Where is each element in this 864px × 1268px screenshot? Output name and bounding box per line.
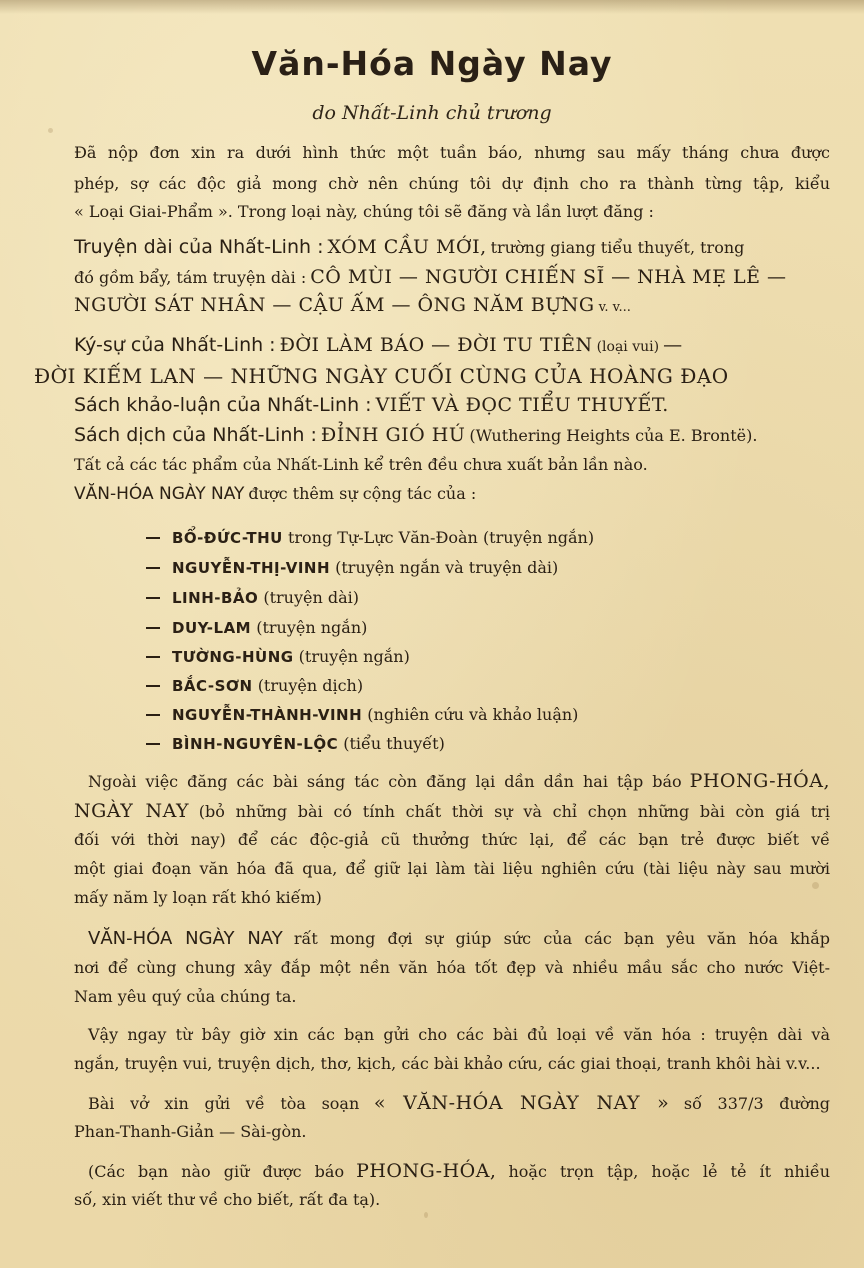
contributor-name: BỔ-ĐỨC-THU [172,529,283,547]
unpublished-note: Tất cả các tác phẩm của Nhất-Linh kể trên đều chưa xuất bản lần nào. [74,455,648,474]
collab-intro [74,486,476,503]
intro-line: phép, sợ các độc giả mong chờ nên chúng tôi dự định cho ra thành từng tập, kiểu [74,174,830,193]
contributor-item [146,707,578,723]
reportage-line-2: ĐỜI KIẾM LAN — NHỮNG NGÀY CUỐI CÙNG CỦA HOÀNG ĐẠO [34,364,729,388]
paper-spot [424,1212,428,1218]
dash-mark [146,656,160,658]
essay-line [74,396,669,415]
contributor-name: LINH-BẢO [172,589,259,607]
collab-text: được thêm sự cộng tác của : [248,484,477,503]
translation-line [74,426,757,445]
request-text: hoặc trọn tập, hoặc lẻ tẻ ít nhiều [508,1162,830,1181]
reprint-line [88,772,830,791]
contributor-note: (truyện ngắn và truyện dài) [335,558,559,577]
novels-line-1 [74,238,744,257]
address-number: số 337/3 đường [683,1094,831,1113]
reportage-lead: Ký-sự của Nhất-Linh : [74,334,276,356]
reportage-note: (loại vui) [596,339,660,355]
contributor-name: BÌNH-NGUYÊN-LỘC [172,735,339,753]
dash-mark [146,567,160,569]
reportage-line-1 [74,336,683,355]
contributor-item [146,590,359,606]
contributor-note: trong Tự-Lực Văn-Đoàn (truyện ngắn) [287,528,595,547]
address-line: Phan-Thanh-Giản — Sài-gòn. [74,1122,307,1141]
submission-line: Vậy ngay từ bây giờ xin các bạn gửi cho các bài đủ loại về văn hóa : truyện dài và [88,1025,830,1044]
request-line [88,1162,830,1181]
appeal-line: Nam yêu quý của chúng ta. [74,987,297,1006]
reprint-text: Ngoài việc đăng các bài sáng tác còn đăng lại dần dần hai tập báo [88,772,682,791]
essay-lead: Sách khảo-luận của Nhất-Linh : [74,394,372,416]
novels-lead: Truyện dài của Nhất-Linh : [74,236,324,258]
intro-line: Đã nộp đơn xin ra dưới hình thức một tuần báo, nhưng sau mấy tháng chưa được [74,143,830,162]
page-subtitle: do Nhất-Linh chủ trương [312,102,552,124]
contributor-item [146,678,363,694]
contributor-note: (nghiên cứu và khảo luận) [367,705,579,724]
contributor-name: NGUYỄN-THỊ-VINH [172,559,331,577]
novel-title: XÓM CẦU MỚI, [327,236,487,258]
etc-text: v. v... [598,300,631,315]
dash-mark [146,627,160,629]
publication-name: PHONG-HÓA, [689,770,830,792]
contributor-item [146,560,558,576]
reportage-dash: — [663,334,683,356]
publication-name: NGÀY NAY [74,800,190,822]
contributor-item [146,530,594,546]
contributor-name: DUY-LAM [172,619,252,637]
reprint-line [74,802,830,821]
request-text: (Các bạn nào giữ được báo [88,1162,345,1181]
reprint-line: một giai đoạn văn hóa đã qua, để giữ lại làm tài liệu nghiên cứu (tài liệu này sau mười [74,859,830,878]
appeal-text: rất mong đợi sự giúp sức của các bạn yêu văn hóa khắp [293,929,830,948]
essay-title: VIẾT VÀ ĐỌC TIỂU THUYẾT. [375,394,669,416]
publication-name: PHONG-HÓA, [356,1160,497,1182]
translation-note: (Wuthering Heights của E. Brontë). [469,426,758,445]
dash-mark [146,743,160,745]
dash-mark [146,685,160,687]
magazine-name: VĂN-HÓA NGÀY NAY [74,484,245,504]
contributor-note: (tiểu thuyết) [343,734,445,753]
translation-lead: Sách dịch của Nhất-Linh : [74,424,317,446]
page-edge-shadow [0,0,864,14]
reprint-line: đối với thời nay) để các độc-giả cũ thưởng thức lại, để các bạn trẻ được biết về [74,830,830,849]
contributor-note: (truyện dịch) [257,676,364,695]
contributor-item [146,736,445,752]
dash-mark [146,597,160,599]
dash-mark [146,537,160,539]
contributor-note: (truyện ngắn) [298,647,410,666]
appeal-line [88,930,830,948]
novel-titles: CÔ MÙI — NGƯỜI CHIẾN SĨ — NHÀ MẸ LÊ — [310,266,787,288]
reportage-titles: ĐỜI LÀM BÁO — ĐỜI TU TIÊN [279,334,593,356]
magazine-name: « VĂN-HÓA NGÀY NAY » [373,1092,670,1114]
intro-line: « Loại Giai-Phẩm ». Trong loại này, chúng tôi sẽ đăng và lần lượt đăng : [74,202,654,221]
contributor-item [146,620,367,636]
dash-mark [146,714,160,716]
contributor-note: (truyện dài) [263,588,360,607]
contributor-note: (truyện ngắn) [256,618,368,637]
address-line [88,1094,830,1113]
reprint-text: (bỏ những bài có tính chất thời sự và chỉ chọn những bài còn giá trị [198,802,831,821]
contributor-item [146,649,410,665]
paper-spot [48,128,53,133]
magazine-name: VĂN-HÓA NGÀY NAY [88,928,283,949]
contributor-name: BẮC-SƠN [172,677,253,695]
reprint-line: mấy năm ly loạn rất khó kiếm) [74,888,322,907]
appeal-line: nơi để cùng chung xây đắp một nền văn hóa tốt đẹp và nhiều mầu sắc cho nước Việt- [74,958,830,977]
paper-spot [812,882,819,889]
novels-intro-text: đó gồm bẩy, tám truyện dài : [74,268,307,287]
novels-line-2 [74,268,787,287]
novel-description: trường giang tiểu thuyết, trong [490,238,745,257]
request-line: số, xin viết thư về cho biết, rất đa tạ). [74,1190,381,1209]
novels-line-3 [74,296,631,315]
translation-title: ĐỈNH GIÓ HÚ [320,424,466,446]
submission-line: ngắn, truyện vui, truyện dịch, thơ, kịch, các bài khảo cứu, các giai thoại, tranh khôi hài v.v... [74,1054,821,1073]
contributor-name: NGUYỄN-THÀNH-VINH [172,706,363,724]
novel-titles: NGƯỜI SÁT NHÂN — CẬU ẤM — ÔNG NĂM BỰNG [74,294,595,316]
contributor-name: TƯỜNG-HÙNG [172,648,294,666]
page-title: Văn-Hóa Ngày Nay [251,44,613,83]
address-lead: Bài vở xin gửi về tòa soạn [88,1094,360,1113]
